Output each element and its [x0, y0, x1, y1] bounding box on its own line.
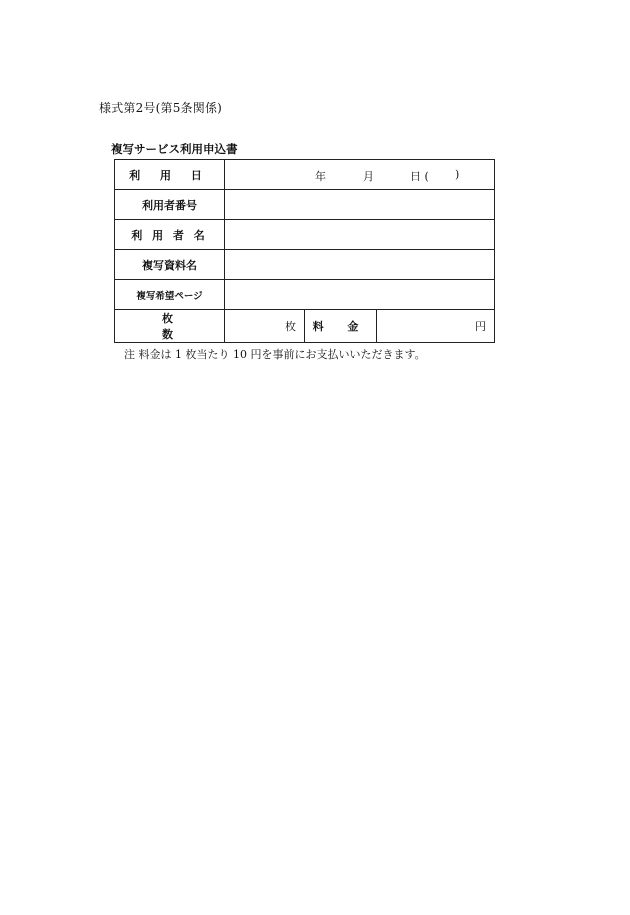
user-number-field[interactable] — [225, 190, 495, 220]
fee-field[interactable] — [377, 310, 495, 343]
year-label: 年 — [315, 170, 326, 183]
label-count: 枚 数 — [115, 310, 225, 343]
row-user-name — [115, 220, 495, 250]
label-fee: 料 金 — [305, 310, 377, 343]
count-field[interactable] — [225, 310, 305, 343]
month-label: 月 — [363, 170, 374, 183]
weekday-paren-close: ) — [455, 168, 460, 181]
row-user-number — [115, 190, 495, 220]
day-label: 日 ( — [410, 170, 429, 183]
application-table — [114, 159, 495, 343]
label-user-number: 利用者番号 — [115, 190, 225, 220]
form-title: 複写サービス利用申込書 — [111, 142, 238, 156]
count-unit: 枚 — [285, 320, 296, 333]
label-desired-pages: 複写希望ページ — [115, 280, 225, 310]
row-count-fee — [115, 310, 495, 343]
row-material-name — [115, 250, 495, 280]
row-date — [115, 160, 495, 190]
user-name-field[interactable] — [225, 220, 495, 250]
label-material-name: 複写資料名 — [115, 250, 225, 280]
label-user-name: 利 用 者 名 — [115, 220, 225, 250]
row-pages — [115, 280, 495, 310]
desired-pages-field[interactable] — [225, 280, 495, 310]
label-usage-date: 利 用 日 — [115, 160, 225, 190]
fee-note: 注 料金は 1 枚当たり 10 円を事前にお支払いいただきます。 — [124, 348, 426, 361]
usage-date-field[interactable] — [225, 160, 495, 190]
material-name-field[interactable] — [225, 250, 495, 280]
form-number: 様式第2号(第5条関係) — [99, 101, 223, 115]
fee-unit: 円 — [475, 320, 487, 333]
